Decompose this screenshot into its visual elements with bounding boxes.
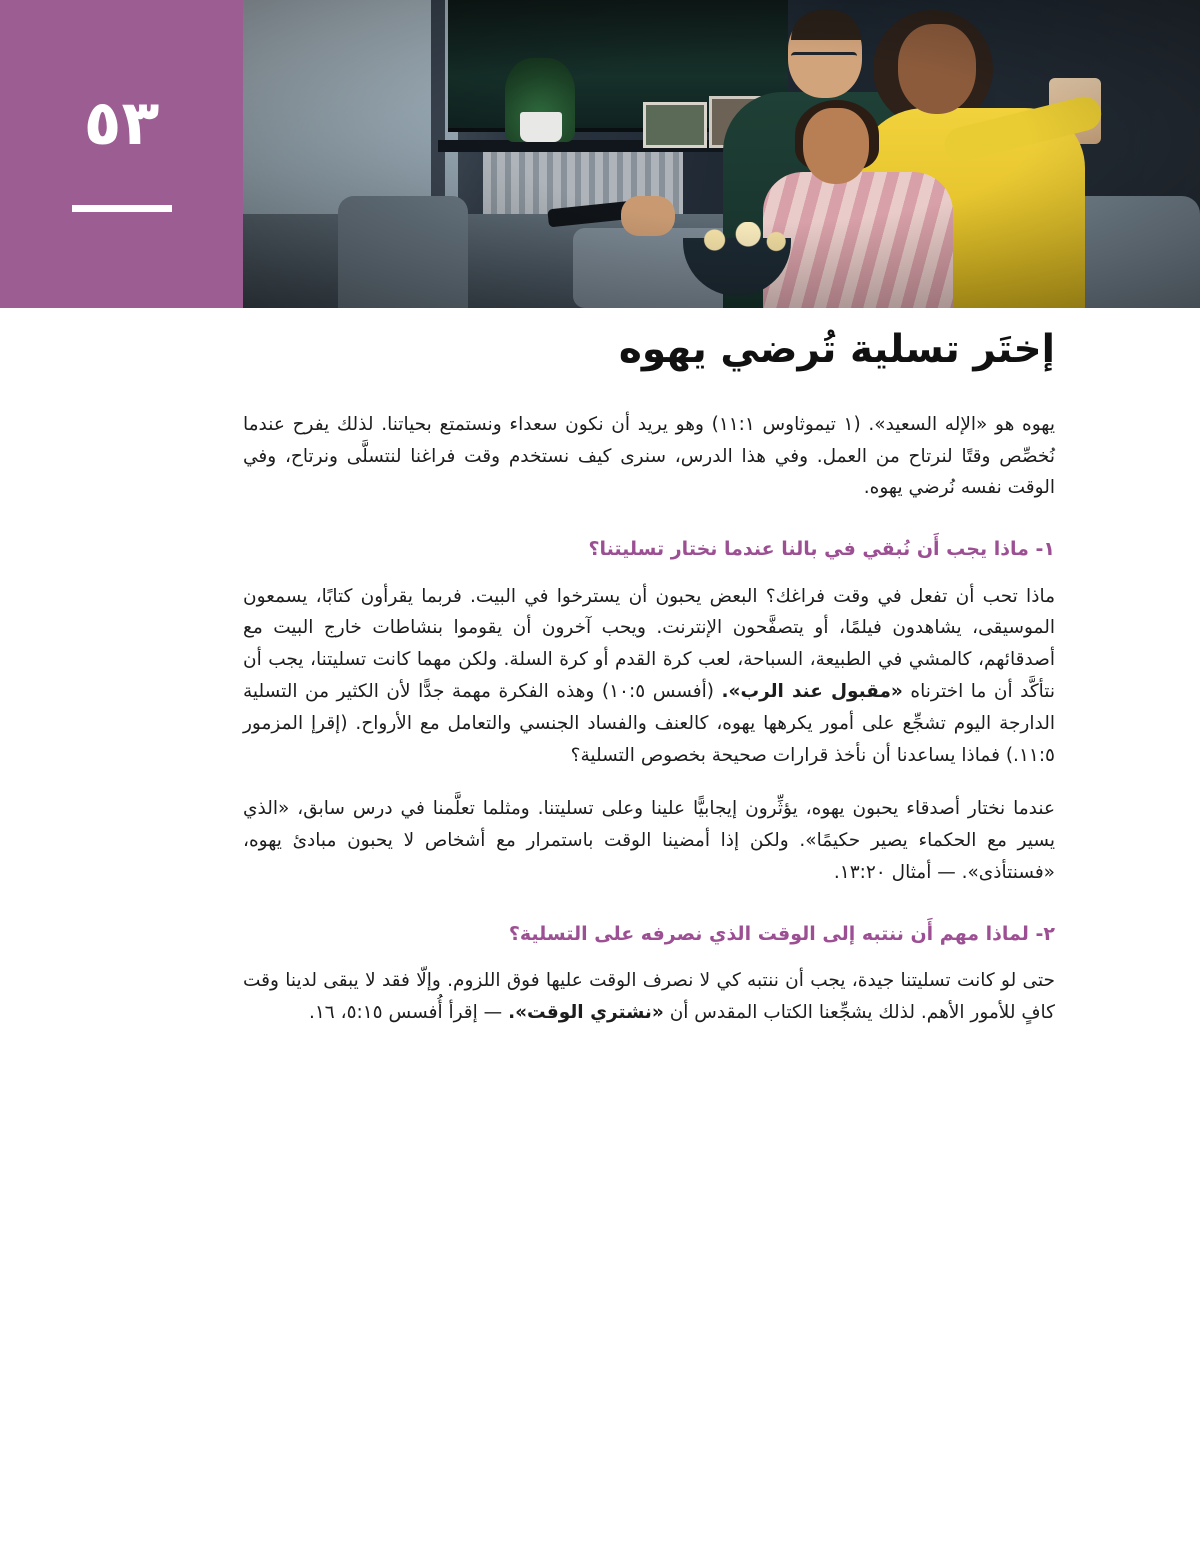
- article-sections: [243, 534, 1055, 1029]
- header-photo: [243, 0, 1200, 308]
- paragraph-text: (أفسس ١٠:٥) وهذه الفكرة مهمة جدًّا لأن الكثير من التسلية الدارجة اليوم تشجِّع على أمور يكرهها يهوه، كالعنف والفساد الجنسي والتعامل مع الأرواح. (إقرإ المزمور ١١:٥.) فماذا يساعدنا أن نأخذ قرارات صحيحة بخصوص التسلية؟: [243, 681, 1055, 766]
- emphasized-text: «مقبول عند الرب».: [721, 681, 903, 703]
- page-header: [0, 0, 1200, 308]
- emphasized-text: «نشتري الوقت».: [508, 1002, 664, 1024]
- page-title: إختَر تسلية تُرضي يهوه: [618, 327, 1055, 372]
- section-paragraph: [243, 581, 1055, 772]
- lesson-number-block: [0, 0, 243, 308]
- photo-vignette: [243, 0, 1200, 308]
- paragraph-text: حتى لو كانت تسليتنا جيدة، يجب أن ننتبه كي لا نصرف الوقت عليها فوق اللزوم. وإلّا فقد لا يبقى لدينا وقت كافٍ للأمور الأهم. لذلك يشجِّعنا الكتاب المقدس أن: [243, 970, 1055, 1024]
- section-heading: ١- ماذا يجب أَن نُبقي في بالنا عندما نختار تسليتنا؟: [588, 538, 1055, 561]
- intro-paragraph: يهوه هو «الإله السعيد». (١ تيموثاوس ١١:١) وهو يريد أن نكون سعداء ونستمتع بحياتنا. لذلك يفرح عندما نُخصِّص وقتًا لنرتاح من العمل. وفي هذا الدرس، سنرى كيف نستخدم وقت فراغنا لنتسلَّى ونرتاح، وفي الوقت نفسه نُرضي يهوه.: [243, 413, 1055, 499]
- lesson-number-underline: [72, 205, 172, 212]
- section-paragraph: [243, 965, 1055, 1029]
- article-body: [243, 326, 1055, 1051]
- section-heading: ٢- لماذا مهم أَن ننتبه إلى الوقت الذي نصرفه على التسلية؟: [508, 922, 1055, 945]
- family-watching-television-photo: [243, 0, 1200, 308]
- paragraph-text: ماذا تحب أن تفعل في وقت فراغك؟ البعض يحبون أن يسترخوا في البيت. فربما يقرأون كتابًا، يسمعون الموسيقى، يشاهدون فيلمًا، أو يتصفَّحون الإنترنت. ويحب آخرون أن يقوموا بنشاطات خارج البيت مع أصدقائهم، كالمشي في الطبيعة، السباحة، لعب كرة القدم أو كرة السلة. ولكن مهما كانت تسليتنا، يجب أن نتأكَّد أن ما اخترناه: [243, 585, 1055, 703]
- lesson-number: ٥٣: [83, 86, 160, 159]
- paragraph-text: عندما نختار أصدقاء يحبون يهوه، يؤثِّرون إيجابيًّا علينا وعلى تسليتنا. ومثلما تعلَّمنا في درس سابق، «الذي يسير مع الحكماء يصير حكيمًا». ولكن إذا أمضينا الوقت باستمرار مع أشخاص لا يحبون مبادئ يهوه، «فسنتأذى». — أمثال ١٣:٢٠.: [243, 798, 1055, 884]
- section-paragraph: [243, 793, 1055, 888]
- paragraph-text: — إقرأ أُفسس ٥:١٥، ١٦.: [308, 1002, 509, 1024]
